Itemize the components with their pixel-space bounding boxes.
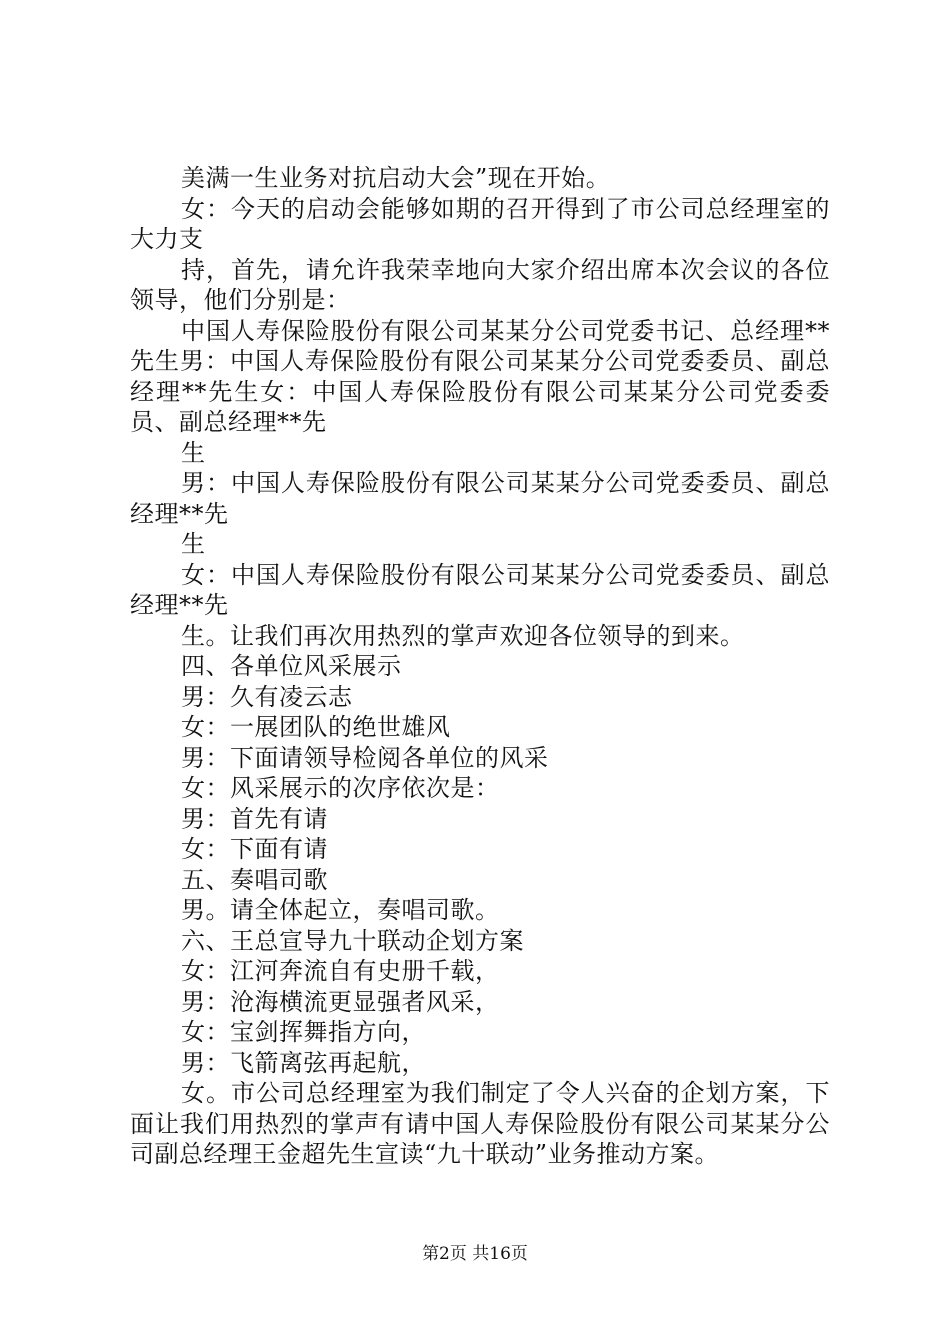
paragraph-16: 女：下面有请 (181, 835, 328, 863)
paragraph-5: 生 (181, 438, 206, 467)
paragraph-18: 男。请全体起立，奏唱司歌。 (181, 896, 500, 924)
page-number-footer: 第2页 共16页 (422, 1244, 528, 1264)
paragraph-24: 女。市公司总经理室为我们制定了令人兴奋的企划方案，下面让我们用热烈的掌声有请中国人寿保险股份有限公司某某分公司副总经理王金超先生宣读“九十联动”业务推动方案。 (130, 1079, 830, 1168)
paragraph-9: 生。让我们再次用热烈的掌声欢迎各位领导的到来。 (181, 621, 745, 650)
paragraph-21: 男：沧海横流更显强者风采， (181, 987, 500, 1016)
section-heading-4: 四、各单位风采展示 (181, 652, 402, 680)
section-heading-6: 六、王总宣导九十联动企划方案 (181, 926, 524, 955)
paragraph-8: 女：中国人寿保险股份有限公司某某分公司党委委员、副总经理**先 (130, 560, 830, 619)
paragraph-23: 男：飞箭离弦再起航， (181, 1048, 426, 1077)
document-body (130, 163, 830, 1170)
section-heading-5: 五、奏唱司歌 (181, 865, 328, 894)
paragraph-13: 男：下面请领导检阅各单位的风采 (181, 743, 549, 772)
paragraph-7: 生 (181, 530, 206, 558)
paragraph-15: 男：首先有请 (181, 804, 328, 833)
paragraph-1: 美满一生业务对抗启动大会”现在开始。 (181, 164, 611, 192)
paragraph-6: 男：中国人寿保险股份有限公司某某分公司党委委员、副总经理**先 (130, 469, 830, 528)
paragraph-12: 女：一展团队的绝世雄风 (181, 713, 451, 741)
paragraph-4: 中国人寿保险股份有限公司某某分公司党委书记、总经理**先生男：中国人寿保险股份有限公司某某分公司党委委员、副总经理**先生女：中国人寿保险股份有限公司某某分公司党委委员、副总经理**先 (130, 316, 830, 436)
paragraph-22: 女：宝剑挥舞指方向， (181, 1018, 426, 1046)
paragraph-14: 女：风采展示的次序依次是： (181, 774, 500, 802)
paragraph-2: 女：今天的启动会能够如期的召开得到了市公司总经理室的大力支 (130, 194, 830, 253)
paragraph-3: 持，首先，请允许我荣幸地向大家介绍出席本次会议的各位领导，他们分别是： (130, 255, 830, 314)
paragraph-11: 男：久有凌云志 (181, 682, 353, 711)
paragraph-20: 女：江河奔流自有史册千载， (181, 957, 500, 985)
